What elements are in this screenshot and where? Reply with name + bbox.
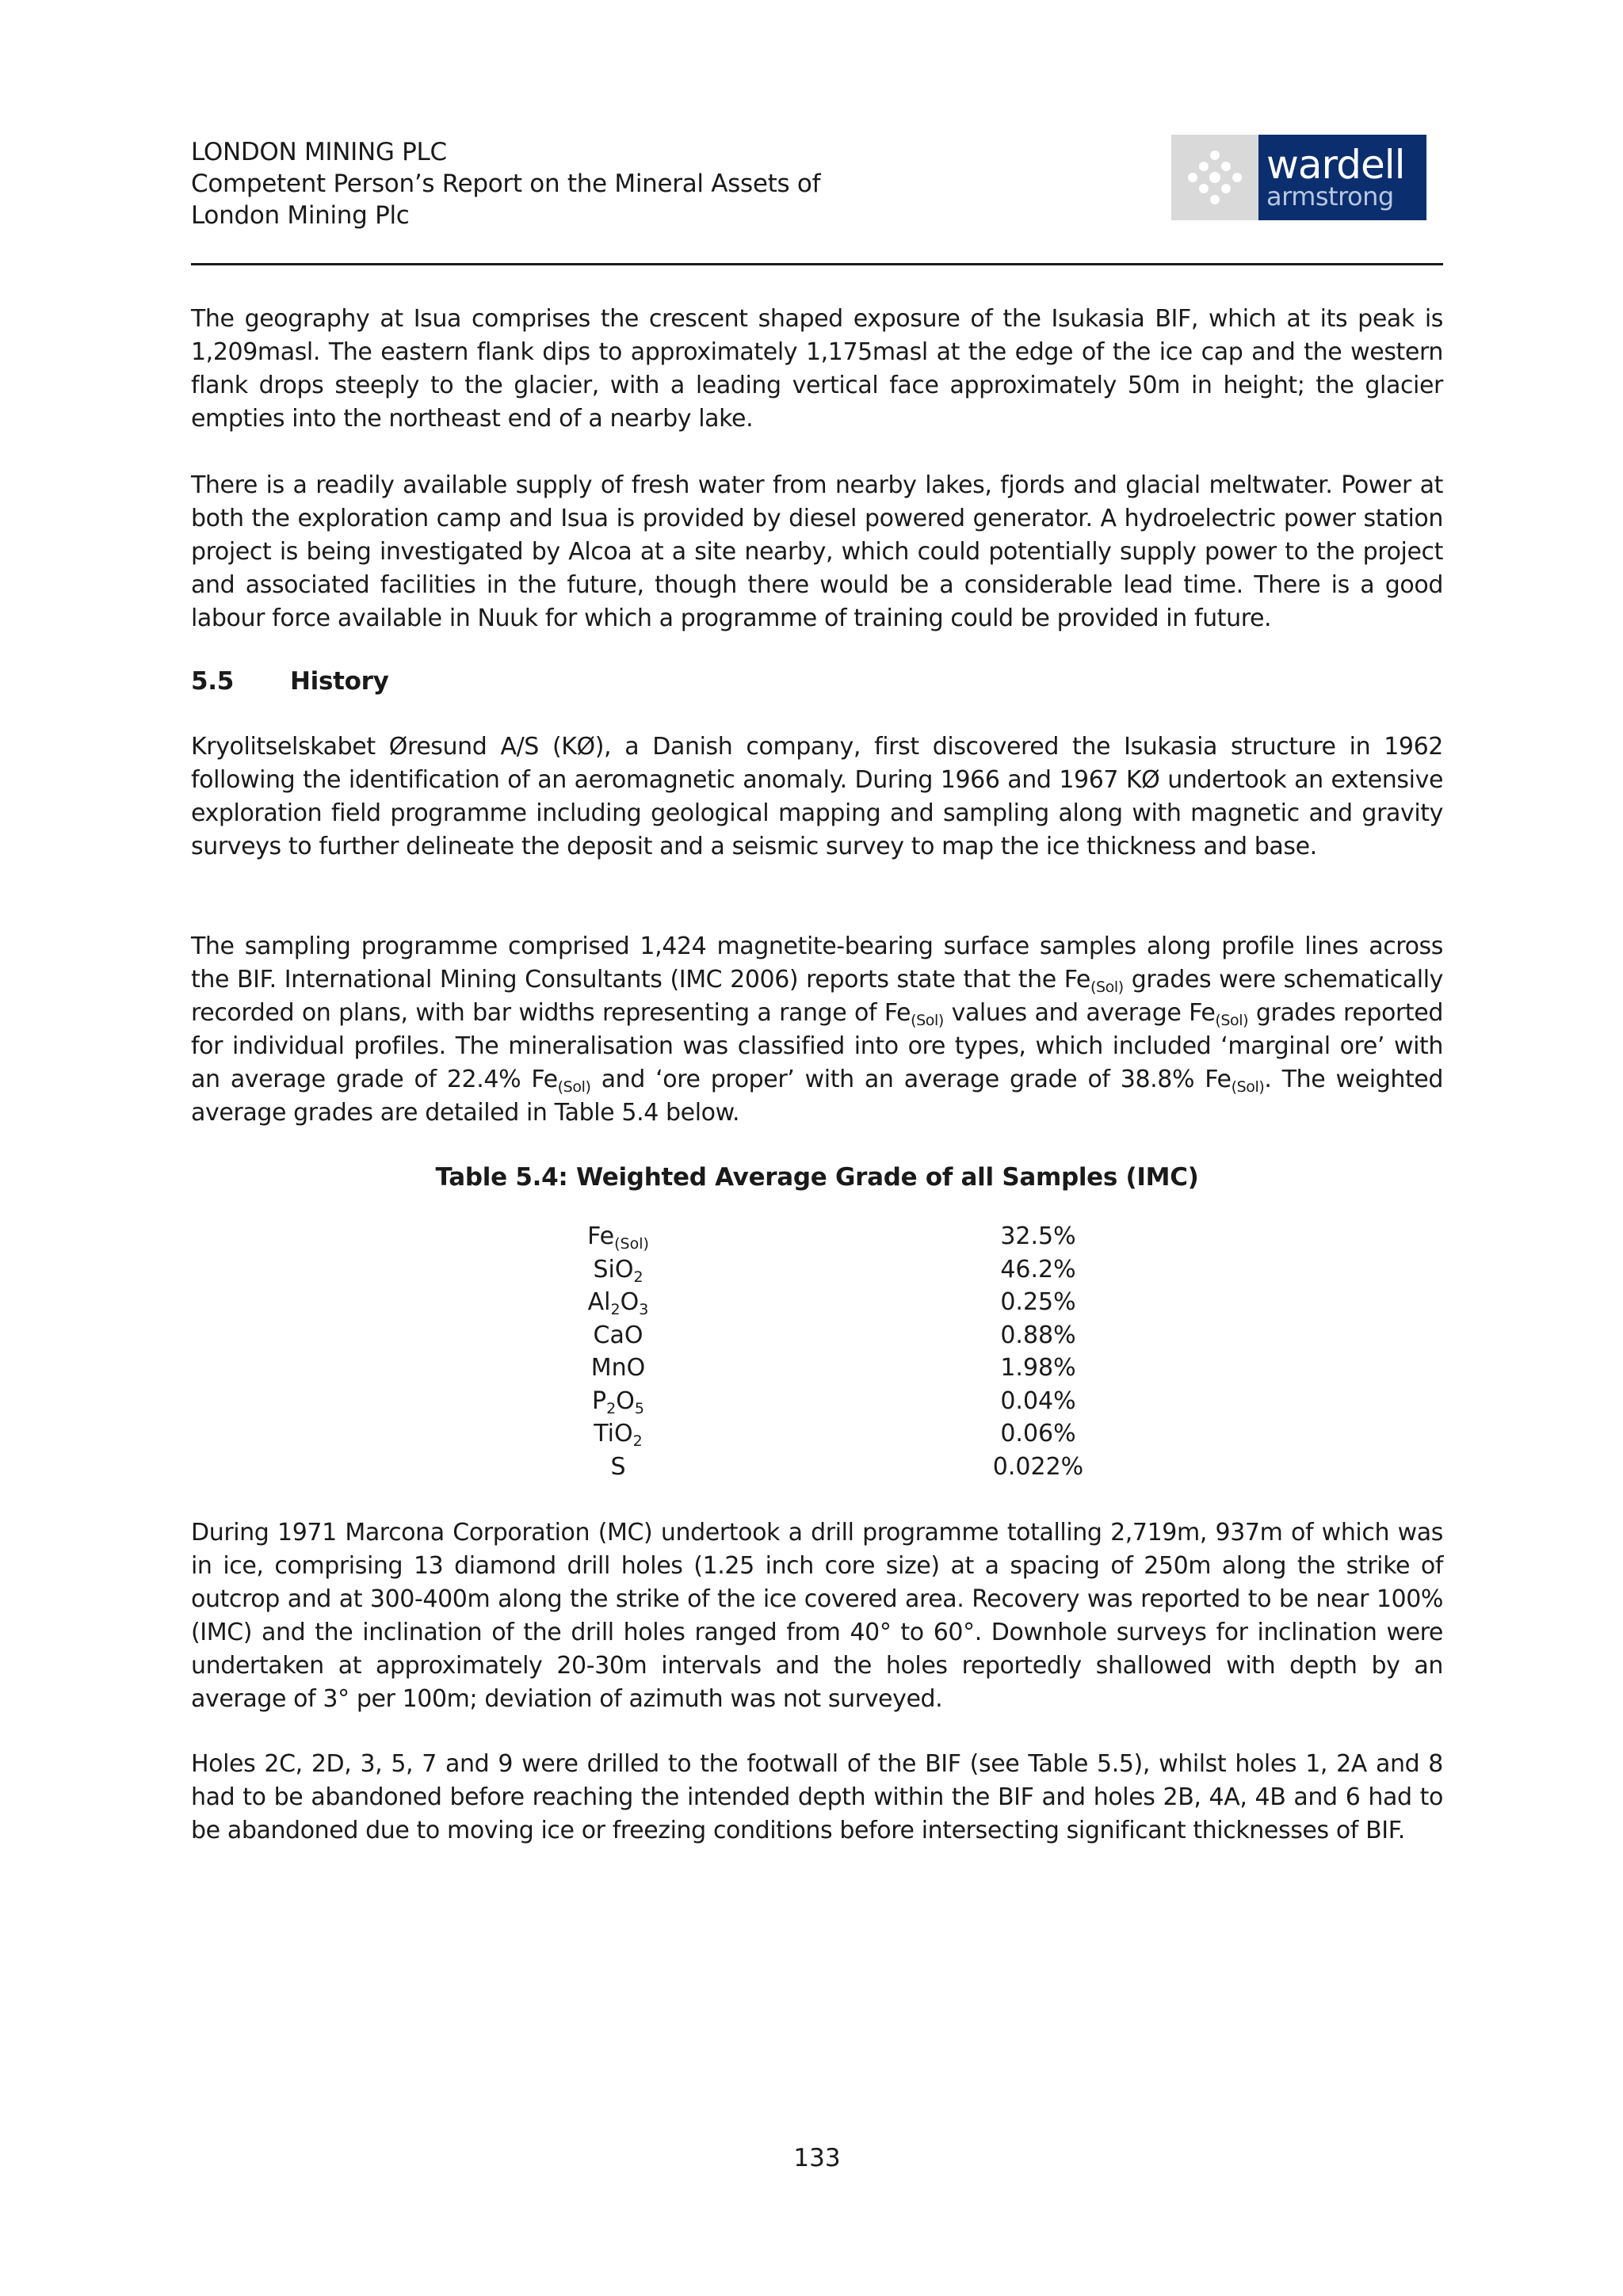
company-name: LONDON MINING PLC bbox=[191, 138, 447, 166]
table-cell-constituent: TiO$_2$ bbox=[594, 1420, 643, 1450]
table-row bbox=[507, 1286, 1205, 1319]
table-row bbox=[507, 1451, 1205, 1484]
table-cell-grade: 0.06% bbox=[1000, 1420, 1076, 1447]
table-cell-grade: 0.25% bbox=[1000, 1288, 1076, 1316]
paragraph-history: Kryolitselskabet Øresund A/S (KØ), a Danish company, first discovered the Isukasia structure in 1962 following the identification of an aeromagnetic anomaly. During 1966 and 1967 KØ undertook an extensive exploration field programme including geological mapping and sampling along with magnetic and gravity surveys to further delineate the deposit and a seismic survey to map the ice thickness and base. bbox=[191, 733, 1443, 860]
grade-table bbox=[507, 1220, 1205, 1483]
table-title: Table 5.4: Weighted Average Grade of all Samples (IMC) bbox=[435, 1163, 1199, 1192]
logo-text-top: wardell bbox=[1266, 142, 1405, 188]
table-row bbox=[507, 1319, 1205, 1352]
table-cell-grade: 0.88% bbox=[1000, 1321, 1076, 1349]
report-subject: London Mining Plc bbox=[191, 201, 410, 230]
table-cell-constituent: $Al_2O_3$ bbox=[587, 1288, 649, 1318]
table-cell-grade: 0.022% bbox=[992, 1452, 1084, 1481]
section-number: 5.5 bbox=[191, 667, 235, 696]
header-divider bbox=[191, 263, 1443, 265]
table-cell-constituent: S bbox=[610, 1452, 626, 1481]
table-cell-grade: 32.5% bbox=[1000, 1222, 1076, 1250]
paragraph-water-power: There is a readily available supply of fresh water from nearby lakes, fjords and glacial meltwater. Power at both the exploration camp and Isua is provided by diesel powered generator. A hydroelectric power station project is being investigated by Alcoa at a site nearby, which could potentially supply power to the project and associated facilities in the future, though there would be a considerable lead time. There is a good labour force available in Nuuk for which a programme of training could be provided in future. bbox=[191, 471, 1443, 632]
table-row bbox=[507, 1385, 1205, 1418]
table-cell-grade: 46.2% bbox=[1000, 1255, 1076, 1283]
table-cell-constituent: $Fe_{(Sol)}$ bbox=[587, 1222, 649, 1253]
table-cell-constituent: SiO$_2$ bbox=[593, 1255, 643, 1286]
page-number: 133 bbox=[793, 2144, 841, 2172]
table-row bbox=[507, 1220, 1205, 1253]
paragraph-geography: The geography at Isua comprises the crescent shaped exposure of the Isukasia BIF, which at its peak is 1,209masl. The eastern flank dips to approximately 1,175masl at the edge of the ice cap and the western flank drops steeply to the glacier, with a leading vertical face approximately 50m in height; the glacier empties into the northeast end of a nearby lake. bbox=[191, 305, 1443, 433]
report-title: Competent Person’s Report on the Mineral Assets of bbox=[191, 170, 821, 198]
paragraph-holes: Holes 2C, 2D, 3, 5, 7 and 9 were drilled to the footwall of the BIF (see Table 5.5), whilst holes 1, 2A and 8 had to be abandoned before reaching the intended depth within the BIF and holes 2B, 4A, 4B and 6 had to be abandoned due to moving ice or freezing conditions before intersecting significant thicknesses of BIF. bbox=[191, 1750, 1443, 1844]
table-cell-constituent: MnO bbox=[590, 1354, 646, 1382]
logo-diamond-icon bbox=[1171, 135, 1258, 220]
section-title: History bbox=[290, 667, 389, 696]
table-row bbox=[507, 1352, 1205, 1385]
table-row bbox=[507, 1417, 1205, 1451]
table-cell-constituent: CaO bbox=[593, 1321, 643, 1349]
paragraph-drilling: During 1971 Marcona Corporation (MC) undertook a drill programme totalling 2,719m, 937m of which was in ice, comprising 13 diamond drill holes (1.25 inch core size) at a spacing of 250m along the strike of outcrop and at 300-400m along the strike of the ice covered area. Recovery was reported to be near 100% (IMC) and the inclination of the drill holes ranged from 40° to 60°. Downhole surveys for inclination were undertaken at approximately 20-30m intervals and the holes reportedly shallowed with depth by an average of 3° per 100m; deviation of azimuth was not surveyed. bbox=[191, 1519, 1443, 1713]
section-heading bbox=[191, 667, 389, 696]
table-row bbox=[507, 1253, 1205, 1287]
table-cell-constituent: $P_2O_5$ bbox=[592, 1386, 644, 1417]
table-cell-grade: 0.04% bbox=[1000, 1386, 1076, 1415]
table-cell-grade: 1.98% bbox=[1000, 1354, 1076, 1382]
wardell-armstrong-logo bbox=[1171, 135, 1426, 220]
paragraph-sampling: The sampling programme comprised 1,424 magnetite-bearing surface samples along profile lines across the BIF. International Mining Consultants (IMC 2006) reports state that the $Fe_{(Sol)}$ grades were schematically recorded on plans, with bar widths representing a range of $Fe_{(Sol)}$ values and average $Fe_{(Sol)}$ grades reported for individual profiles. The mineralisation was classified into ore types, which included ‘marginal ore’ with an average grade of 22.4% $Fe_{(Sol)}$ and ‘ore proper’ with an average grade of 38.8% $Fe_{(Sol)}$. The weighted average grades are detailed in Table 5.4 below. bbox=[191, 933, 1444, 1127]
logo-text-bottom: armstrong bbox=[1266, 181, 1394, 212]
